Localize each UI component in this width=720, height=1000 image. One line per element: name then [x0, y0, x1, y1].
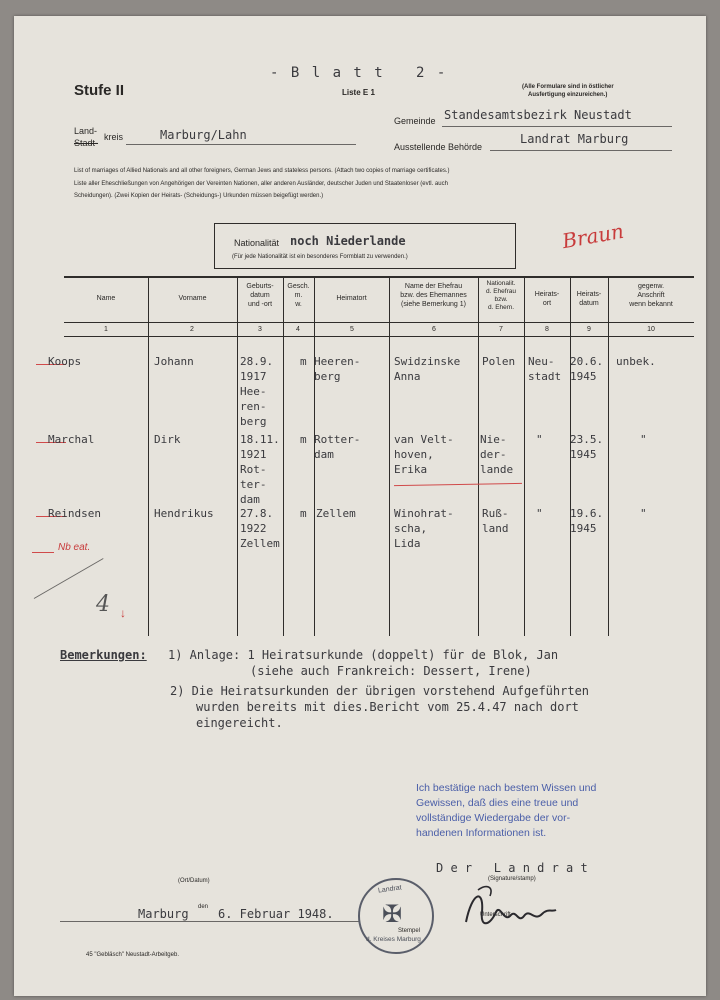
table-row-1-nationalitaet: Polen [482, 355, 516, 368]
signature-label: (Signature/stamp) [488, 876, 536, 882]
gemeinde-label: Gemeinde [394, 116, 436, 126]
red-annotation: Braun [560, 218, 626, 254]
header-ehefrau: Name der Ehefrau bzw. des Ehemannes (siehe Bemerkung 1) [400, 283, 467, 308]
table-row-3-anschrift: " [640, 507, 647, 520]
stufe-label: Stufe II [74, 82, 125, 99]
kreis-label: kreis [104, 132, 124, 142]
colnum-8: 8 [545, 326, 549, 333]
table-row-2-nationalitaet: Nie- der- lande [480, 433, 514, 476]
header-heiratsdatum: Heirats- datum [576, 291, 602, 307]
description-german-2: Scheidungen). (Zwei Kopien der Heirats- (Scheidungs-) Urkunden müssen beigefügt werden.) [74, 193, 324, 199]
colnum-1: 1 [104, 326, 108, 333]
table-row-3-heimatort: Zellem [316, 507, 356, 520]
table-row-1-geburt: 28.9. 1917 Hee- ren- berg [240, 355, 274, 428]
header-geschlecht: Gesch. m. w. [287, 283, 310, 308]
description-german-1: Liste aller Eheschließungen von Angehörigen der Vereinten Nationen, aller anderen Ausländer, deutscher Juden und Staatenloser (evtl. auch [74, 181, 448, 187]
table-row-3-geburt: 27.8. 1922 Zellem [240, 507, 280, 550]
seal-text-bottom: d. Kreises Marburg [366, 936, 421, 943]
table-row-3-name: Reindsen [48, 507, 101, 520]
table-row-1-anschrift: unbek. [616, 355, 656, 368]
table-row-1-heiratsort: Neu- stadt [528, 355, 562, 383]
table-row-3-nationalitaet: Ruß- land [482, 507, 509, 535]
pencil-count: 4 [96, 592, 110, 617]
header-geburt: Geburts- datum und -ort [246, 283, 274, 308]
table-row-2-geburt: 18.11. 1921 Rot- ter- dam [240, 433, 280, 506]
pencil-stroke [34, 558, 104, 599]
colnum-7: 7 [499, 326, 503, 333]
seal-text-top: Landrat [377, 884, 403, 895]
header-heimatort: Heimatort [336, 295, 367, 302]
remark-2-line-2: wurden bereits mit dies.Bericht vom 25.4.47 nach dort [196, 700, 579, 714]
document-page [14, 16, 706, 996]
ort-datum-label: (Ort/Datum) [178, 878, 210, 884]
colnum-5: 5 [350, 326, 354, 333]
header-anschrift: gegenw. Anschrift wenn bekannt [629, 283, 673, 308]
colnum-9: 9 [587, 326, 591, 333]
liste-label: Liste E 1 [342, 88, 375, 97]
remark-2-line-3: eingereicht. [196, 716, 283, 730]
land-label: Land- [74, 126, 98, 136]
nationality-label: Nationalität [234, 238, 280, 248]
colnum-3: 3 [258, 326, 262, 333]
colnum-6: 6 [432, 326, 436, 333]
den-label: den [198, 904, 209, 910]
handwritten-signature [460, 882, 560, 934]
blatt-number: - B l a t t 2 - [270, 65, 448, 81]
table-row-2-anschrift: " [640, 433, 647, 446]
nationality-value: noch Niederlande [290, 234, 406, 248]
header-vorname: Vorname [178, 295, 207, 302]
behoerde-label: Ausstellende Behörde [394, 142, 483, 152]
header-nationalitaet: Nationalit. d. Ehefrau bzw. d. Ehem. [486, 280, 516, 311]
table-row-2-heimatort: Rotter- dam [314, 433, 361, 461]
table-row-2-geschlecht: m [300, 433, 307, 446]
behoerde-value: Landrat Marburg [520, 132, 629, 146]
header-heiratsort: Heirats- ort [534, 291, 560, 307]
table-row-1-ehefrau: Swidzinske Anna [394, 355, 461, 383]
stempel-label: Stempel [398, 928, 421, 934]
header-note-2: Ausfertigung einzureichen.) [528, 92, 608, 98]
gemeinde-value: Standesamtsbezirk Neustadt [444, 108, 632, 122]
table-row-3-heiratsdatum: 19.6. 1945 [570, 507, 604, 535]
date-value: 6. Februar 1948. [218, 907, 334, 921]
table-row-3-heiratsort: " [536, 507, 543, 520]
table-row-2-name: Marchal [48, 433, 95, 446]
remark-1-line-1: 1) Anlage: 1 Heiratsurkunde (doppelt) für de Blok, Jan [168, 648, 559, 662]
stadt-label: Stadt- [74, 138, 99, 148]
certification-line-1: Ich bestätige nach bestem Wissen und [416, 782, 597, 794]
certification-line-4: handenen Informationen ist. [416, 827, 547, 839]
printer-note: 45 "Gebläsch" Neustadt-Arbeitgeb. [86, 952, 179, 958]
table-row-3-geschlecht: m [300, 507, 307, 520]
certification-line-2: Gewissen, daß dies eine treue und [416, 797, 579, 809]
remarks-label: Bemerkungen: [60, 648, 147, 662]
table-row-2-vorname: Dirk [154, 433, 181, 446]
red-down-arrow: ↓ [120, 606, 126, 620]
table-row-1-heiratsdatum: 20.6. 1945 [570, 355, 604, 383]
unterschrift-label: Unterschrift [480, 912, 511, 918]
place-value: Marburg [138, 907, 189, 921]
table-row-2-ehefrau: van Velt- hoven, Erika [394, 433, 454, 476]
colnum-2: 2 [190, 326, 194, 333]
certification-line-3: vollständige Wiedergabe der vor- [416, 812, 571, 824]
official-seal [358, 878, 434, 954]
eagle-icon: ✠ [382, 901, 403, 928]
table-row-1-geschlecht: m [300, 355, 307, 368]
table-row-3-ehefrau: Winohrat- scha, Lida [394, 507, 454, 550]
table-row-1-name: Koops [48, 355, 82, 368]
table-row-2-heiratsort: " [536, 433, 543, 446]
remark-2-line-1: 2) Die Heiratsurkunden der übrigen vorstehend Aufgeführten [170, 684, 590, 698]
remark-1-line-2: (siehe auch Frankreich: Dessert, Irene) [250, 664, 532, 678]
table-row-3-vorname: Hendrikus [154, 507, 214, 520]
description-english: List of marriages of Allied Nationals and all other foreigners, German Jews and stateless persons. (Attach two copies of marriage certificates.) [74, 168, 450, 174]
table-row-1-heimatort: Heeren- berg [314, 355, 361, 383]
colnum-4: 4 [296, 326, 300, 333]
table-row-1-vorname: Johann [154, 355, 194, 368]
header-name: Name [96, 295, 116, 302]
red-note: Nb eat. [58, 542, 91, 553]
signer-title: D e r L a n d r a t [436, 861, 588, 875]
colnum-10: 10 [647, 326, 655, 333]
header-note-1: (Alle Formulare sind in östlicher [522, 84, 614, 90]
nationality-note: (Für jede Nationalität ist ein besonderes Formblatt zu verwenden.) [232, 254, 408, 260]
kreis-value: Marburg/Lahn [160, 128, 247, 142]
table-row-2-heiratsdatum: 23.5. 1945 [570, 433, 604, 461]
